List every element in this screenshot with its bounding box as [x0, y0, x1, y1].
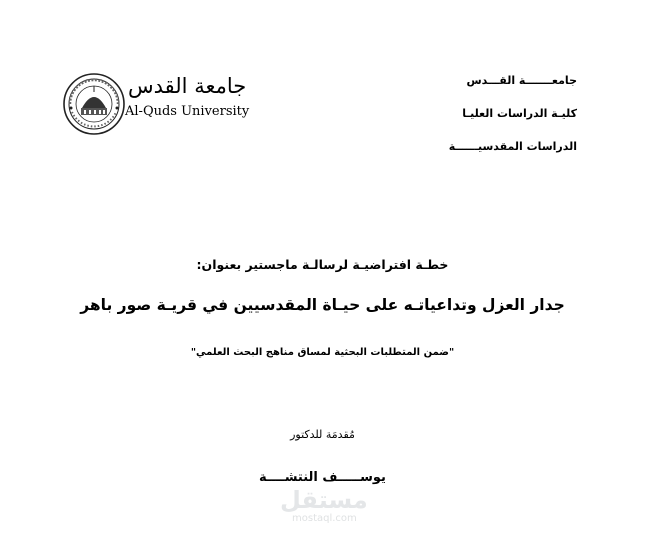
course-note: "ضمن المتطلبات البحثية لمساق مناهج البحث العلمي" [190, 347, 455, 358]
thesis-title: جدار العزل وتداعياتـه على حيـاة المقدسيين في قريـة صور باهر [80, 296, 565, 314]
header-institution-block [449, 64, 577, 163]
logo-arabic-name: جامعة القدس [128, 74, 247, 98]
presented-to-label: مُقدمَة للدكتور [290, 428, 355, 441]
thesis-plan-subtitle: خطـة افتراضيـة لرسالـة ماجستير بعنوان: [196, 257, 449, 272]
university-logo [62, 72, 250, 142]
supervisor-name: يوســـــف النتشــــة [259, 470, 386, 485]
university-seal-icon [62, 72, 126, 136]
logo-english-name: Al-Quds University [125, 104, 250, 119]
watermark-arabic: مستقل [280, 486, 368, 514]
watermark-english: mostaql.com [292, 513, 357, 524]
mostaql-watermark [270, 486, 380, 530]
department-name-line: الدراسات المقدسيــــــة [448, 140, 577, 153]
university-name-line: جامعـــــــة القـــدس [466, 74, 577, 87]
faculty-name-line: كليـة الدراسات العليـا [462, 107, 577, 120]
